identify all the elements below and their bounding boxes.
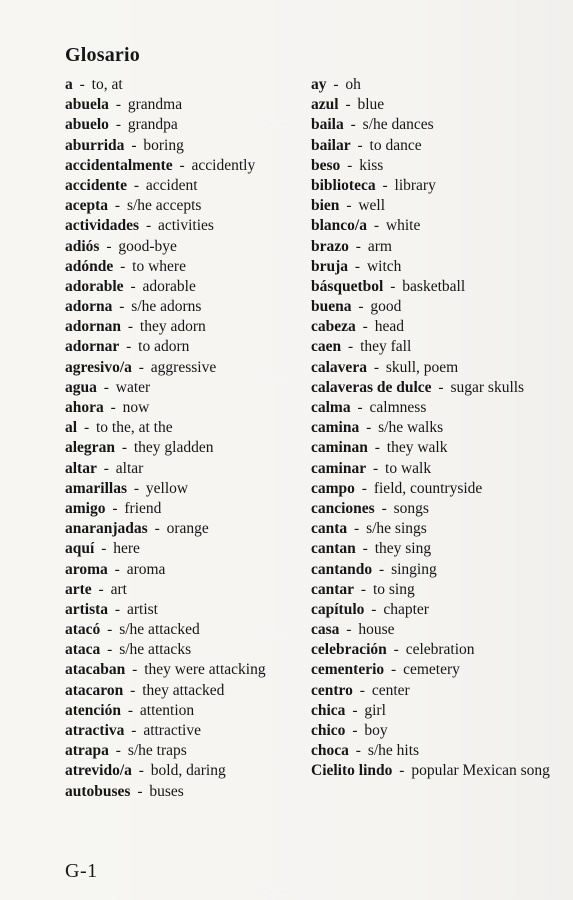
glossary-definition: altar	[115, 459, 144, 477]
glossary-definition: center	[371, 681, 410, 699]
glossary-term: anaranjadas	[65, 520, 148, 538]
glossary-definition: white	[385, 217, 421, 235]
glossary-separator: -	[382, 176, 388, 194]
glossary-separator: -	[362, 318, 368, 336]
glossary-entry	[65, 176, 305, 196]
glossary-term: ay	[311, 76, 327, 93]
glossary-entry	[311, 176, 561, 196]
glossary-definition: cemetery	[403, 661, 460, 679]
glossary-separator: -	[137, 782, 143, 800]
glossary-entry	[311, 156, 561, 176]
glossary-separator: -	[379, 560, 385, 578]
glossary-entry	[311, 115, 561, 135]
glossary-definition: singing	[391, 560, 437, 578]
page-number: G-1	[65, 860, 98, 882]
glossary-separator: -	[347, 156, 353, 174]
glossary-separator: -	[346, 197, 352, 215]
glossary-definition: orange	[166, 520, 209, 538]
glossary-definition: oh	[345, 76, 361, 93]
glossary-entry	[65, 741, 305, 761]
glossary-entry	[65, 257, 305, 277]
glossary-separator: -	[114, 560, 120, 578]
glossary-separator: -	[101, 540, 107, 558]
glossary-definition: s/he attacked	[119, 621, 200, 639]
glossary-definition: songs	[393, 499, 429, 517]
glossary-separator: -	[361, 479, 367, 497]
page-title: Glosario	[65, 44, 140, 66]
glossary-separator: -	[352, 722, 358, 739]
glossary-separator: -	[133, 479, 140, 497]
glossary-entry	[65, 378, 305, 398]
glossary-entry	[65, 560, 305, 580]
glossary-separator: -	[130, 681, 136, 699]
glossary-separator: -	[112, 499, 118, 517]
glossary-definition: to, at	[91, 76, 123, 93]
glossary-entry	[311, 519, 561, 539]
glossary-separator: -	[103, 378, 109, 396]
glossary-term: aroma	[65, 560, 108, 578]
glossary-separator: -	[393, 641, 399, 659]
glossary-separator: -	[371, 600, 377, 618]
glossary-separator: -	[373, 358, 379, 376]
glossary-term: adornan	[65, 318, 121, 336]
glossary-term: cementerio	[311, 661, 385, 679]
glossary-definition: sugar skulls	[450, 378, 525, 396]
glossary-entry	[311, 196, 561, 216]
glossary-entry	[65, 761, 305, 781]
glossary-separator: -	[138, 358, 144, 376]
glossary-entry	[311, 701, 561, 721]
glossary-term: atractiva	[65, 722, 125, 739]
glossary-term: agresivo/a	[65, 358, 132, 376]
glossary-entry	[65, 115, 305, 135]
glossary-definition: library	[394, 176, 436, 194]
glossary-entry	[65, 459, 305, 479]
glossary-term: blanco/a	[311, 217, 367, 235]
glossary-separator: -	[333, 76, 339, 93]
glossary-definition: girl	[364, 701, 386, 719]
glossary-term: beso	[311, 156, 341, 174]
glossary-separator: -	[358, 298, 364, 316]
glossary-term: abuelo	[65, 116, 109, 134]
glossary-term: aburrida	[65, 136, 125, 154]
glossary-term: arte	[65, 580, 92, 598]
glossary-term: bien	[311, 197, 340, 215]
glossary-definition: attractive	[143, 722, 201, 739]
glossary-term: artista	[65, 600, 109, 618]
glossary-separator: -	[127, 318, 134, 336]
glossary-entry	[311, 317, 561, 337]
glossary-term: choca	[311, 742, 349, 760]
glossary-definition: to the, at the	[95, 419, 173, 437]
glossary-separator: -	[114, 600, 121, 618]
glossary-separator: -	[83, 419, 90, 437]
glossary-separator: -	[345, 96, 351, 114]
glossary-entry	[65, 681, 305, 701]
glossary-definition: s/he hits	[367, 742, 420, 760]
glossary-definition: skull, poem	[385, 358, 459, 376]
glossary-separator: -	[374, 439, 380, 457]
glossary-separator: -	[154, 520, 160, 538]
glossary-entry	[311, 539, 561, 559]
glossary-separator: -	[438, 378, 444, 396]
glossary-entry	[65, 95, 305, 115]
glossary-definition: to dance	[369, 136, 422, 154]
glossary-separator: -	[133, 176, 140, 194]
glossary-definition: popular Mexican song	[411, 762, 550, 780]
glossary-entry	[311, 337, 561, 357]
glossary-definition: aggressive	[150, 358, 217, 376]
glossary-definition: they sing	[374, 540, 432, 558]
glossary-entry	[311, 216, 561, 236]
glossary-term: azul	[311, 96, 339, 114]
glossary-separator: -	[355, 742, 361, 760]
glossary-term: chica	[311, 701, 346, 719]
glossary-separator: -	[120, 257, 126, 275]
glossary-definition: art	[110, 580, 127, 598]
glossary-definition: arm	[367, 237, 392, 255]
glossary-term: alegran	[65, 439, 115, 457]
glossary-definition: they fall	[360, 338, 412, 356]
glossary-entry	[311, 75, 561, 95]
glossary-column-left	[65, 75, 305, 802]
glossary-separator: -	[390, 277, 396, 295]
glossary-entry	[65, 660, 305, 680]
glossary-entry	[311, 479, 561, 499]
glossary-separator: -	[360, 580, 367, 598]
glossary-term: buena	[311, 298, 352, 316]
glossary-entry	[65, 721, 305, 741]
glossary-term: autobuses	[65, 782, 131, 800]
glossary-separator: -	[354, 520, 360, 538]
glossary-entry	[311, 640, 561, 660]
glossary-entry	[311, 761, 561, 781]
glossary-entry	[65, 237, 305, 257]
glossary-term: capítulo	[311, 600, 365, 618]
glossary-definition: celebration	[405, 641, 475, 659]
glossary-definition: field, countryside	[373, 479, 483, 497]
glossary-definition: attention	[139, 701, 195, 719]
glossary-term: baila	[311, 116, 344, 134]
glossary-term: acepta	[65, 197, 109, 215]
glossary-definition: house	[358, 621, 395, 639]
glossary-definition: s/he dances	[362, 116, 434, 134]
glossary-term: básquetbol	[311, 277, 384, 295]
glossary-term: atacó	[65, 621, 101, 639]
glossary-definition: chapter	[383, 600, 429, 618]
glossary-definition: grandpa	[127, 116, 178, 134]
glossary-term: cantar	[311, 580, 355, 598]
glossary-term: ahora	[65, 399, 104, 416]
glossary-definition: they attacked	[142, 681, 225, 699]
glossary-term: adornar	[65, 338, 120, 356]
glossary-separator: -	[130, 277, 136, 295]
glossary-definition: head	[374, 318, 404, 336]
glossary-entry	[311, 237, 561, 257]
glossary-definition: they gladden	[133, 439, 214, 457]
glossary-separator: -	[131, 136, 137, 154]
glossary-entry	[65, 358, 305, 378]
glossary-definition: here	[113, 540, 140, 558]
glossary-separator: -	[132, 661, 138, 679]
glossary-term: cantan	[311, 540, 356, 558]
glossary-entry	[311, 438, 561, 458]
glossary-entry	[311, 136, 561, 156]
glossary-entry	[311, 600, 561, 620]
glossary-definition: s/he walks	[378, 419, 444, 437]
glossary-entry	[311, 418, 561, 438]
glossary-term: atrapa	[65, 742, 109, 760]
glossary-entry	[311, 459, 561, 479]
glossary-term: adónde	[65, 257, 114, 275]
glossary-term: actividades	[65, 217, 140, 235]
glossary-entry	[311, 95, 561, 115]
glossary-definition: s/he attacks	[119, 641, 192, 659]
glossary-separator: -	[103, 459, 109, 477]
glossary-term: bruja	[311, 257, 349, 275]
glossary-separator: -	[127, 701, 134, 719]
glossary-definition: bold, daring	[150, 762, 226, 780]
glossary-definition: artist	[126, 600, 158, 618]
glossary-term: agua	[65, 378, 97, 396]
glossary-separator: -	[119, 298, 125, 316]
glossary-definition: s/he adorns	[131, 298, 202, 316]
glossary-separator: -	[179, 156, 185, 174]
glossary-entry	[65, 196, 305, 216]
glossary-term: chico	[311, 722, 346, 739]
glossary-term: adorable	[65, 277, 124, 295]
glossary-definition: good	[370, 298, 402, 316]
glossary-entry	[65, 499, 305, 519]
glossary-term: cabeza	[311, 318, 356, 336]
glossary-term: caminan	[311, 439, 368, 457]
glossary-entry	[65, 418, 305, 438]
glossary-term: cantando	[311, 560, 373, 578]
glossary-definition: blue	[357, 96, 385, 114]
glossary-entry	[65, 600, 305, 620]
glossary-definition: yellow	[145, 479, 189, 497]
glossary-separator: -	[366, 419, 372, 437]
glossary-term: accidente	[65, 176, 127, 194]
glossary-definition: basketball	[402, 277, 466, 295]
glossary-term: atacaban	[65, 661, 126, 679]
glossary-definition: activities	[157, 217, 214, 235]
glossary-definition: s/he accepts	[126, 197, 202, 215]
glossary-separator: -	[352, 701, 358, 719]
glossary-term: Cielito lindo	[311, 762, 393, 780]
glossary-entry	[65, 398, 305, 418]
glossary-definition: they adorn	[139, 318, 206, 336]
glossary-separator: -	[98, 580, 104, 598]
glossary-entry	[65, 580, 305, 600]
glossary-entry	[65, 438, 305, 458]
glossary-entry	[65, 136, 305, 156]
glossary-term: calavera	[311, 358, 367, 376]
glossary-entry	[65, 216, 305, 236]
glossary-term: casa	[311, 621, 340, 639]
glossary-definition: boring	[143, 136, 184, 154]
glossary-term: caen	[311, 338, 342, 356]
glossary-definition: kiss	[359, 156, 384, 174]
glossary-term: amigo	[65, 499, 106, 517]
glossary-term: amarillas	[65, 479, 127, 497]
glossary-definition: they were attacking	[144, 661, 266, 679]
glossary-entry	[311, 398, 561, 418]
glossary-term: atrevido/a	[65, 762, 132, 780]
glossary-term: accidentalmente	[65, 156, 173, 174]
glossary-term: al	[65, 419, 78, 437]
glossary-separator: -	[131, 722, 137, 739]
glossary-separator: -	[373, 217, 380, 235]
glossary-entry	[65, 782, 305, 802]
glossary-term: adorna	[65, 298, 113, 316]
glossary-term: altar	[65, 459, 97, 477]
glossary-entry	[65, 539, 305, 559]
glossary-separator: -	[115, 116, 121, 134]
glossary-separator: -	[359, 681, 365, 699]
glossary-separator: -	[355, 237, 361, 255]
glossary-definition: to walk	[385, 459, 432, 477]
glossary-term: brazo	[311, 237, 349, 255]
glossary-definition: to where	[132, 257, 186, 275]
glossary-separator: -	[106, 237, 112, 255]
glossary-entry	[65, 620, 305, 640]
glossary-term: ataca	[65, 641, 101, 659]
glossary-separator: -	[115, 742, 121, 760]
glossary-separator: -	[79, 76, 85, 93]
glossary-entry	[311, 560, 561, 580]
glossary-definition: they walk	[386, 439, 448, 457]
glossary-definition: buses	[149, 782, 184, 800]
glossary-separator: -	[138, 762, 144, 780]
glossary-entry	[311, 620, 561, 640]
glossary-entry	[311, 499, 561, 519]
glossary-term: centro	[311, 681, 353, 699]
glossary-definition: to sing	[372, 580, 415, 598]
glossary-entry	[311, 257, 561, 277]
glossary-separator: -	[391, 661, 397, 679]
glossary-entry	[311, 297, 561, 317]
glossary-separator: -	[145, 217, 152, 235]
glossary-separator: -	[357, 399, 363, 416]
glossary-separator: -	[126, 338, 132, 356]
glossary-term: a	[65, 76, 73, 93]
glossary-entry	[311, 721, 561, 741]
glossary-entry	[65, 75, 305, 95]
glossary-term: atacaron	[65, 681, 124, 699]
glossary-separator: -	[350, 116, 356, 134]
glossary-separator: -	[348, 338, 354, 356]
glossary-definition: to adorn	[138, 338, 190, 356]
glossary-entry	[311, 358, 561, 378]
glossary-separator: -	[107, 621, 113, 639]
glossary-entry	[65, 519, 305, 539]
glossary-term: aquí	[65, 540, 95, 558]
glossary-definition: boy	[364, 722, 388, 739]
glossary-term: canciones	[311, 499, 375, 517]
glossary-separator: -	[381, 499, 387, 517]
glossary-term: atención	[65, 701, 121, 719]
glossary-definition: witch	[366, 257, 402, 275]
glossary-definition: calmness	[369, 399, 427, 416]
glossary-term: calaveras de dulce	[311, 378, 432, 396]
glossary-entry	[311, 580, 561, 600]
glossary-definition: good-bye	[118, 237, 177, 255]
glossary-term: camina	[311, 419, 360, 437]
glossary-separator: -	[399, 762, 405, 780]
glossary-separator: -	[107, 641, 113, 659]
glossary-term: calma	[311, 399, 351, 416]
glossary-entry	[65, 337, 305, 357]
glossary-term: biblioteca	[311, 176, 376, 194]
glossary-entry	[311, 378, 561, 398]
glossary-separator: -	[115, 96, 121, 114]
glossary-definition: grandma	[127, 96, 183, 114]
glossary-term: campo	[311, 479, 355, 497]
glossary-term: abuela	[65, 96, 109, 114]
glossary-separator: -	[357, 136, 363, 154]
glossary-definition: aroma	[126, 560, 166, 578]
glossary-term: canta	[311, 520, 348, 538]
glossary-entry	[65, 277, 305, 297]
glossary-separator: -	[121, 439, 127, 457]
glossary-separator: -	[362, 540, 368, 558]
glossary-separator: -	[110, 399, 116, 416]
glossary-definition: accident	[145, 176, 198, 194]
glossary-term: caminar	[311, 459, 367, 477]
glossary-definition: adorable	[142, 277, 196, 295]
glossary-entry	[311, 660, 561, 680]
glossary-entry	[65, 479, 305, 499]
glossary-entry	[65, 297, 305, 317]
glossary-entry	[65, 317, 305, 337]
glossary-entry	[65, 156, 305, 176]
glossary-entry	[311, 741, 561, 761]
glossary-definition: accidently	[191, 156, 256, 174]
glossary-separator: -	[354, 257, 361, 275]
glossary-entry	[311, 681, 561, 701]
glossary-separator: -	[114, 197, 121, 215]
glossary-definition: well	[358, 197, 386, 215]
glossary-definition: water	[115, 378, 151, 396]
glossary-entry	[311, 277, 561, 297]
glossary-column-right	[311, 75, 561, 782]
glossary-entry	[65, 640, 305, 660]
glossary-definition: now	[122, 399, 150, 416]
glossary-term: adiós	[65, 237, 100, 255]
glossary-entry	[65, 701, 305, 721]
glossary-separator: -	[346, 621, 352, 639]
glossary-definition: s/he traps	[127, 742, 187, 760]
glossary-term: bailar	[311, 136, 351, 154]
glossary-definition: friend	[124, 499, 162, 517]
glossary-definition: s/he sings	[366, 520, 427, 538]
glossary-term: celebración	[311, 641, 387, 659]
glossary-separator: -	[372, 459, 379, 477]
